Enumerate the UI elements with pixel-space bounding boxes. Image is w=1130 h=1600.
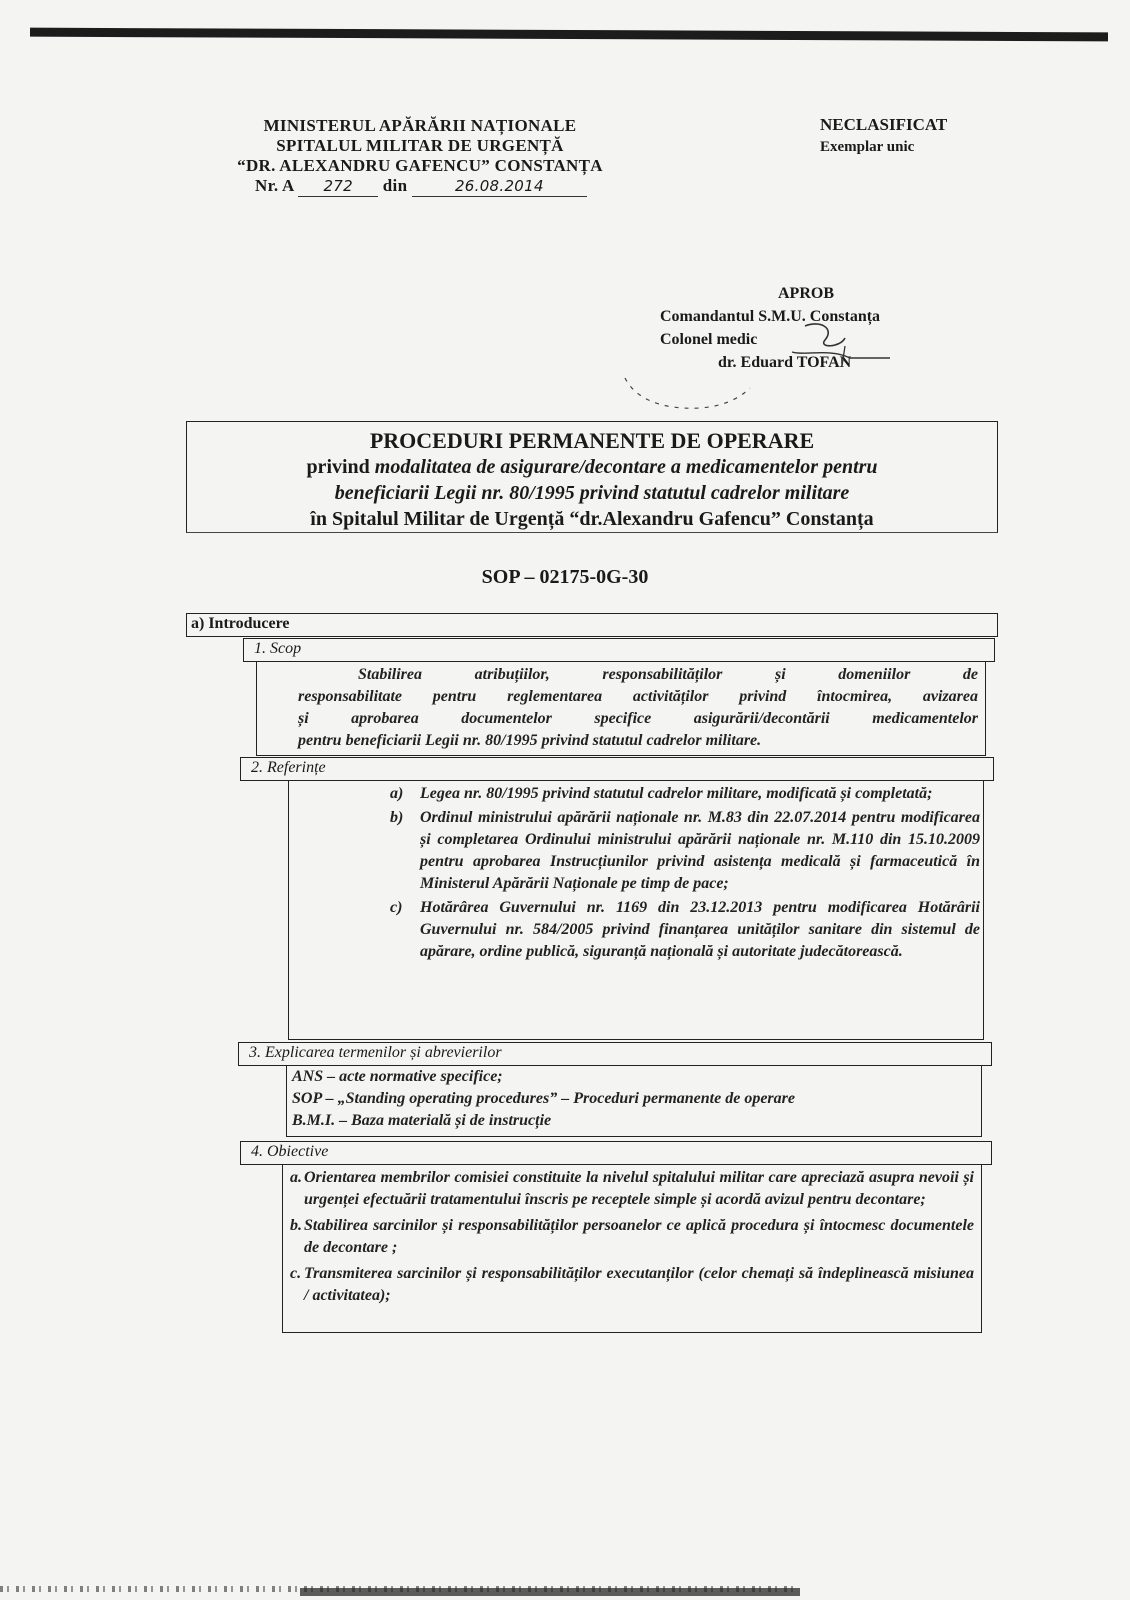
din-label: din bbox=[382, 176, 408, 195]
referinte-body bbox=[390, 783, 980, 965]
sop-code: SOP – 02175-0G-30 bbox=[481, 566, 649, 588]
ref-item-b: b) Ordinul ministrului apărării naționale nr. M.83 din 22.07.2014 pentru modificarea și completarea Ordinului ministrului apărării naționale nr. M.110 din 15.10.2009 pentru aprobarea Instrucțiunilor privind asistența medicală și farmaceutică în Ministerul Apărării Naționale pe timp de pace; bbox=[390, 809, 980, 892]
obiectiv-c: c. Transmiterea sarcinilor și responsabilităților executanților (celor chemați să îndeplinească misiunea / activitatea); bbox=[290, 1265, 974, 1304]
date-value: 26.08.2014 bbox=[412, 176, 587, 197]
scop-line-4: pentru beneficiarii Legii nr. 80/1995 privind statutul cadrelor militare. bbox=[298, 732, 762, 749]
title-line-2-italic: modalitatea de asigurare/decontare a medicamentelor pentru bbox=[374, 456, 878, 478]
institution-header bbox=[190, 116, 650, 197]
obiective-heading: 4. Obiective bbox=[240, 1141, 992, 1165]
ref-item-c: c) Hotărârea Guvernului nr. 1169 din 23.12.2013 pentru modificarea Hotărârii Guvernului nr. 584/2005 privind finanțarea unităților sanitare din sistemul de apărare, ordine publică, siguranță națională și autoritate judecătorească. bbox=[390, 899, 980, 960]
title-line-2 bbox=[187, 454, 997, 480]
scop-line-2: responsabilitate pentru reglementarea activităților privind întocmirea, avizarea bbox=[298, 688, 978, 705]
copy-label: Exemplar unic bbox=[820, 139, 915, 155]
obiective-body bbox=[290, 1167, 974, 1307]
top-border-bar bbox=[30, 28, 1108, 42]
document-title-box bbox=[186, 421, 998, 533]
termeni-item-2: SOP – „Standing operating procedures” – Proceduri permanente de operare bbox=[292, 1090, 795, 1107]
nr-value: 272 bbox=[298, 176, 378, 197]
obiectiv-b: b. Stabilirea sarcinilor și responsabilităților persoanelor ce aplică procedura și întocmesc documentele de decontare ; bbox=[290, 1217, 974, 1256]
classification-block bbox=[820, 114, 947, 158]
nr-label: Nr. A bbox=[255, 176, 294, 195]
org-line-3: “DR. ALEXANDRU GAFENCU” CONSTANȚA bbox=[237, 156, 603, 175]
scop-body bbox=[298, 664, 978, 752]
approval-line-2: Colonel medic bbox=[660, 331, 758, 348]
registration-number bbox=[190, 176, 650, 197]
title-line-4: în Spitalul Militar de Urgență “dr.Alexandru Gafencu” Constanța bbox=[310, 508, 874, 530]
referinte-heading: 2. Referințe bbox=[240, 757, 994, 781]
scop-line-1: Stabilirea atribuțiilor, responsabilităților și domeniilor de bbox=[358, 666, 978, 683]
termeni-item-3: B.M.I. – Baza materială și de instrucție bbox=[292, 1112, 552, 1129]
scan-noise-bottom-dark bbox=[300, 1588, 800, 1596]
termeni-body bbox=[292, 1066, 972, 1132]
org-line-2: SPITALUL MILITAR DE URGENȚĂ bbox=[276, 136, 564, 155]
signature-scribble bbox=[620, 318, 920, 418]
title-line-2-plain: privind bbox=[306, 456, 370, 478]
termeni-item-1: ANS – acte normative specifice; bbox=[292, 1068, 503, 1085]
title-main: PROCEDURI PERMANENTE DE OPERARE bbox=[369, 428, 815, 453]
title-line-3: beneficiarii Legii nr. 80/1995 privind statutul cadrelor militare bbox=[334, 482, 850, 504]
classification: NECLASIFICAT bbox=[820, 115, 948, 134]
scop-line-3: și aprobarea documentelor specifice asigurării/decontării medicamentelor bbox=[298, 710, 978, 727]
scop-heading: 1. Scop bbox=[243, 638, 995, 662]
section-intro-heading: a) Introducere bbox=[186, 613, 998, 637]
approval-line-3: dr. Eduard TOFAN bbox=[718, 354, 852, 371]
termeni-heading: 3. Explicarea termenilor și abrevierilor bbox=[238, 1042, 992, 1066]
approval-line-1: Comandantul S.M.U. Constanța bbox=[660, 308, 881, 325]
approval-title: APROB bbox=[778, 285, 834, 302]
ref-item-a: a) Legea nr. 80/1995 privind statutul cadrelor militare, modificată și completată; bbox=[390, 785, 933, 802]
obiectiv-a: a. Orientarea membrilor comisiei constituite la nivelul spitalului militar care apreciază asupra nevoii și urgenței efectuării tratamentului înscris pe receptele simple și acordă avizul pentru decontare; bbox=[290, 1169, 974, 1208]
org-line-1: MINISTERUL APĂRĂRII NAȚIONALE bbox=[263, 116, 577, 135]
